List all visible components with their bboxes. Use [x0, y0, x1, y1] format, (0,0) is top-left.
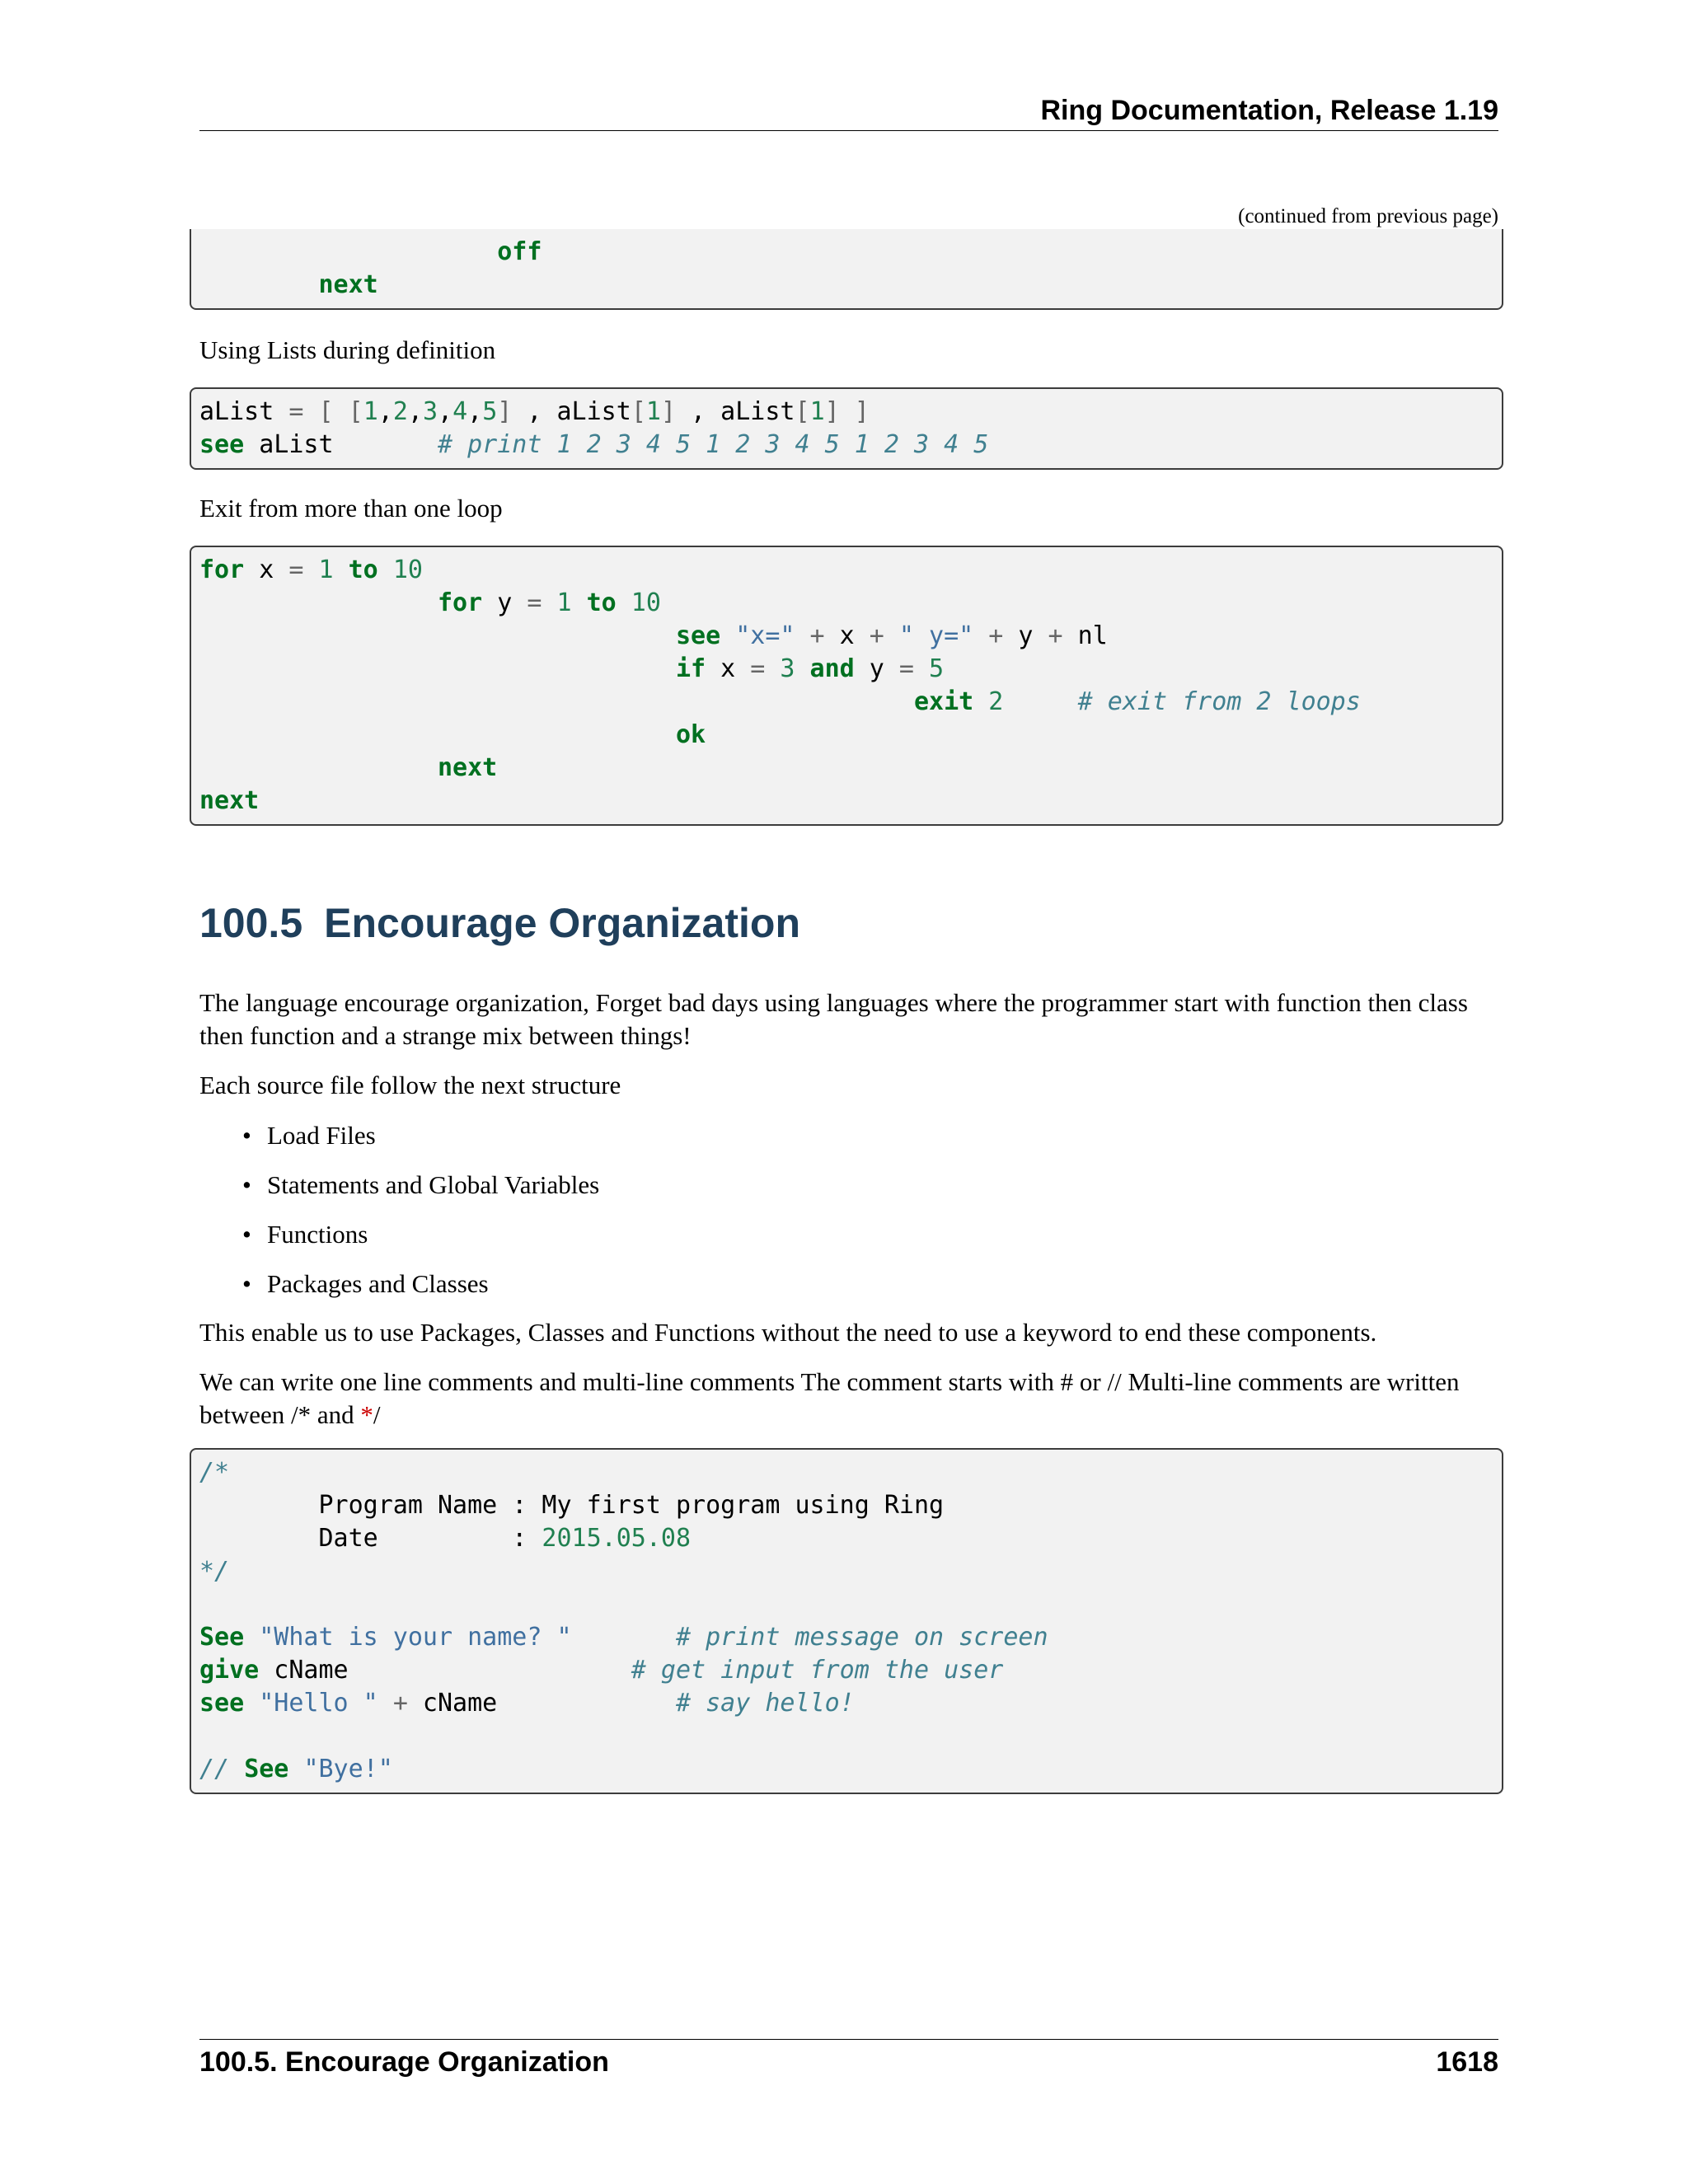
section-number: 100.5 [199, 900, 303, 946]
code-operator: ] [824, 397, 840, 426]
footer-rule [199, 2039, 1498, 2040]
code-comment: # print 1 2 3 4 5 1 2 3 4 5 1 2 3 4 5 [438, 430, 989, 459]
code-operator: ] [854, 397, 870, 426]
header-rule [199, 130, 1498, 131]
code-line [199, 555, 423, 584]
code-keyword: give [199, 1656, 260, 1685]
code-text [720, 621, 735, 650]
code-number: 1 [318, 555, 334, 584]
code-comment: # print message on screen [675, 1623, 1048, 1652]
code-text: y [854, 654, 899, 683]
section-title-text: Encourage Organization [324, 900, 800, 946]
paragraph-structure: Each source file follow the next structure [199, 1071, 621, 1099]
code-line [199, 1755, 393, 1783]
code-text: , aList [512, 397, 631, 426]
paragraph-comments [199, 1366, 1498, 1432]
section-heading [199, 898, 800, 948]
code-line [199, 397, 870, 426]
code-text: , [377, 397, 393, 426]
code-comment: # exit from 2 loops [1077, 687, 1361, 716]
code-keyword: to [348, 555, 378, 584]
code-text [288, 1755, 303, 1783]
code-number: 4 [452, 397, 468, 426]
footer-section: 100.5. Encourage Organization [199, 2046, 609, 2078]
code-text [840, 397, 855, 426]
code-block-comments [190, 1448, 1503, 1794]
code-line [199, 1689, 855, 1718]
code-text: Date : [199, 1524, 542, 1553]
code-text [572, 588, 587, 617]
code-line [199, 1491, 944, 1520]
code-text: x [706, 654, 751, 683]
code-operator: + [392, 1689, 408, 1718]
code-operator: = [750, 654, 766, 683]
code-operator: + [869, 621, 884, 650]
comments-text: We can write one line comments and multi-line comments The comment starts with # or // Multi-line comments are written between /* and [199, 1367, 1460, 1429]
code-comment: // [199, 1755, 245, 1783]
code-text [199, 720, 676, 749]
code-text: aList [244, 430, 438, 459]
code-operator: + [809, 621, 825, 650]
code-keyword: next [437, 753, 498, 782]
code-operator: [ [348, 397, 363, 426]
code-text [973, 621, 988, 650]
code-comment: # get input from the user [631, 1656, 1004, 1685]
structure-list [199, 1119, 1436, 1317]
code-operator: [ [631, 397, 646, 426]
code-string: "What is your name? " [259, 1623, 572, 1652]
code-number: 1 [363, 397, 378, 426]
code-line [199, 720, 706, 749]
code-text [795, 654, 809, 683]
code-line [199, 753, 497, 782]
comments-star: * [360, 1400, 373, 1429]
code-text [244, 1689, 259, 1718]
paragraph-exit-loop: Exit from more than one loop [199, 494, 503, 523]
code-line [199, 1557, 229, 1586]
code-operator: ] [497, 397, 513, 426]
list-item: • Functions [199, 1218, 1436, 1251]
code-text: , [438, 397, 453, 426]
code-keyword: exit [913, 687, 974, 716]
code-text: x [824, 621, 870, 650]
code-text: , [407, 397, 423, 426]
code-text [378, 555, 393, 584]
paragraph-intro: The language encourage organization, Forget bad days using languages where the programmer start with function then class then function and a strange mix between things! [199, 988, 1468, 1050]
running-header: Ring Documentation, Release 1.19 [1040, 95, 1498, 126]
code-keyword: See [199, 1623, 245, 1652]
code-keyword: see [199, 430, 245, 459]
code-text [199, 654, 676, 683]
code-line [199, 621, 1108, 650]
code-text: , [467, 397, 483, 426]
code-operator: = [288, 397, 304, 426]
code-number: 2 [988, 687, 1004, 716]
code-text: , aList [676, 397, 795, 426]
code-text [199, 753, 438, 782]
code-text: y [1003, 621, 1048, 650]
comments-slash: / [373, 1400, 381, 1429]
paragraph-enable: This enable us to use Packages, Classes and Functions without the need to use a keyword to end these components. [199, 1318, 1377, 1347]
code-block-exit-loop [190, 546, 1503, 826]
code-block-continued [190, 229, 1503, 310]
code-number: 1 [645, 397, 661, 426]
list-item: • Statements and Global Variables [199, 1169, 1436, 1202]
code-line [199, 654, 944, 683]
code-text [1003, 687, 1077, 716]
code-text [765, 654, 780, 683]
code-operator: = [898, 654, 914, 683]
code-text [199, 687, 914, 716]
code-keyword: to [586, 588, 617, 617]
code-text: y [482, 588, 528, 617]
code-text: cName [259, 1656, 631, 1685]
code-text [914, 654, 929, 683]
code-line [199, 588, 661, 617]
code-number: 5 [929, 654, 945, 683]
code-text [572, 1623, 676, 1652]
continued-note: (continued from previous page) [1238, 205, 1498, 227]
code-text [303, 397, 318, 426]
list-item: • Packages and Classes [199, 1268, 1436, 1301]
code-comment: # say hello! [675, 1689, 855, 1718]
code-number: 1 [809, 397, 825, 426]
code-operator: ] [660, 397, 676, 426]
code-keyword: see [199, 1689, 245, 1718]
code-keyword: for [437, 588, 483, 617]
code-line [199, 786, 259, 815]
code-text: Program Name : My first program using Ring [199, 1491, 945, 1520]
code-comment: /* [199, 1458, 230, 1487]
code-operator: + [988, 621, 1004, 650]
code-text: cName [407, 1689, 676, 1718]
code-listing-lists [191, 389, 1502, 468]
paragraph-lists-definition: Using Lists during definition [199, 335, 496, 364]
code-operator: = [527, 588, 542, 617]
code-line [199, 1524, 691, 1553]
code-text [542, 588, 556, 617]
code-keyword: for [199, 555, 245, 584]
code-line [199, 1623, 1048, 1652]
code-number: 10 [631, 588, 661, 617]
code-line [199, 270, 378, 299]
code-operator: = [288, 555, 304, 584]
code-operator: + [1048, 621, 1063, 650]
code-number: 2015.05.08 [542, 1524, 692, 1553]
code-number: 1 [556, 588, 572, 617]
code-number: 10 [392, 555, 423, 584]
code-text [795, 621, 809, 650]
code-text: nl [1062, 621, 1108, 650]
code-string: "Hello " [259, 1689, 378, 1718]
code-keyword: if [675, 654, 706, 683]
code-block-lists [190, 387, 1503, 470]
code-line [199, 687, 1361, 716]
code-number: 2 [392, 397, 408, 426]
code-text: x [244, 555, 289, 584]
code-text: aList [199, 397, 289, 426]
code-number: 3 [780, 654, 795, 683]
code-keyword: and [809, 654, 855, 683]
code-keyword: ok [675, 720, 706, 749]
code-line [199, 1656, 1003, 1685]
code-line [199, 430, 988, 459]
list-item: • Load Files [199, 1119, 1436, 1152]
code-text [199, 621, 676, 650]
code-operator: [ [795, 397, 810, 426]
code-keyword: See [244, 1755, 289, 1783]
code-string: " y=" [898, 621, 974, 650]
code-keyword: next [318, 270, 378, 299]
code-listing-continued [191, 229, 1502, 308]
code-listing-comments [191, 1450, 1502, 1793]
code-string: "x=" [735, 621, 795, 650]
code-text [244, 1623, 259, 1652]
code-line [199, 1458, 229, 1487]
code-string: "Bye!" [303, 1755, 393, 1783]
code-text [617, 588, 631, 617]
code-comment: */ [199, 1557, 230, 1586]
code-text [378, 1689, 393, 1718]
page-number: 1618 [1436, 2046, 1498, 2078]
code-text [334, 397, 349, 426]
code-number: 3 [422, 397, 438, 426]
code-text [199, 588, 438, 617]
code-keyword: next [199, 786, 260, 815]
code-number: 5 [482, 397, 498, 426]
code-text [303, 555, 318, 584]
code-text [973, 687, 988, 716]
code-keyword: off [497, 237, 542, 266]
code-operator: [ [318, 397, 334, 426]
code-line [199, 237, 542, 266]
code-listing-exit-loop [191, 547, 1502, 824]
code-text [334, 555, 349, 584]
code-text [884, 621, 899, 650]
code-keyword: see [675, 621, 721, 650]
